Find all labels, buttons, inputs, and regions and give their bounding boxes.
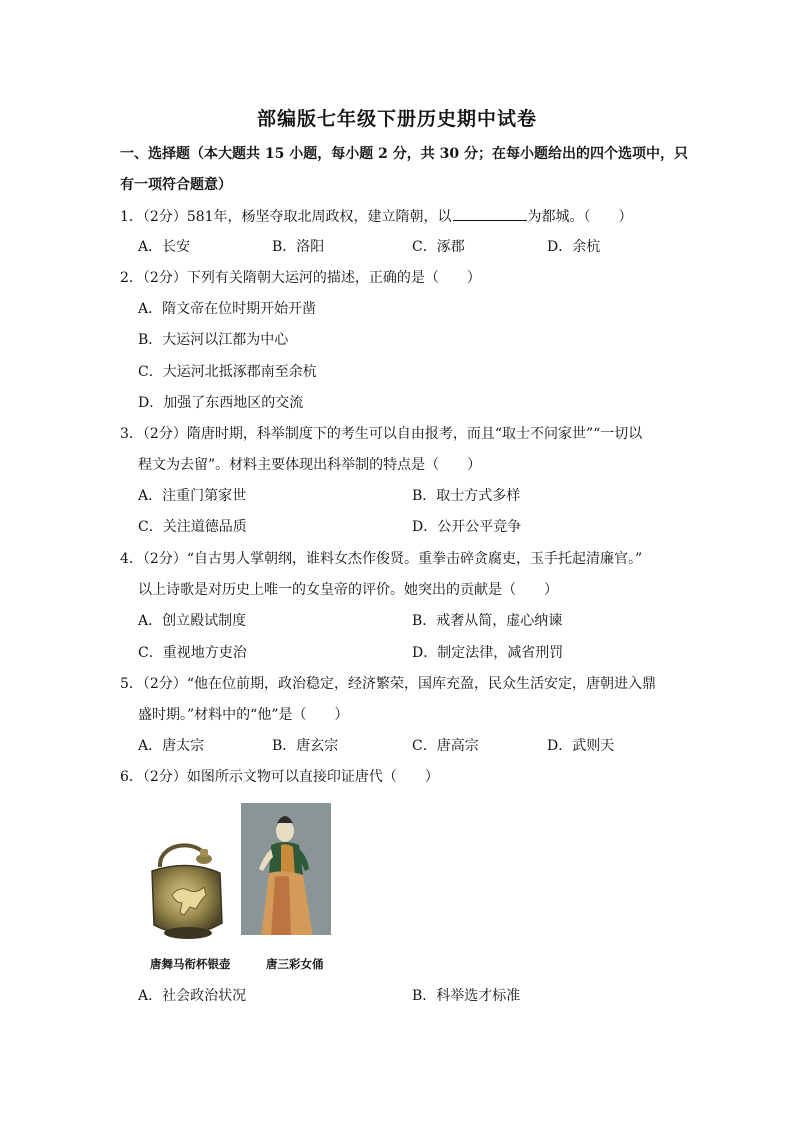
question-4-stem-line2: 以上诗歌是对历史上唯一的女皇帝的评价。她突出的贡献是（ ） [138,582,558,598]
question-6-option-b: B．科举选才标准 [412,988,521,1004]
fill-blank [453,206,527,221]
question-3-stem-line1: 3．（2分）隋唐时期，科举制度下的考生可以自由报考，而且“取士不问家世”“一切以 [120,426,643,442]
question-6-option-a: A．社会政治状况 [138,988,247,1004]
question-1-stem-after: 为都城。（ ） [527,209,633,225]
figure-caption-silver-pot: 唐舞马衔杯银壶 [150,957,231,971]
question-5-option-d: D．武则天 [547,738,615,754]
question-5-option-b: B．唐玄宗 [272,738,339,754]
question-1-option-c: C．涿郡 [412,239,465,255]
figure-caption-figurine: 唐三彩女俑 [266,957,324,971]
question-5-stem-line1: 5．（2分）“他在位前期，政治稳定，经济繁荣，国库充盈，民众生活安定，唐朝进入鼎 [120,676,656,692]
question-2-option-c: C．大运河北抵涿郡南至余杭 [138,364,317,380]
question-4-option-a: A．创立殿试制度 [138,613,247,629]
silver-pot-image [138,833,238,958]
question-3-option-b: B．取士方式多样 [412,488,521,504]
question-2-stem: 2．（2分）下列有关隋朝大运河的描述，正确的是（ ） [120,270,481,286]
section-heading-line2: 有一项符合题意） [120,177,232,193]
section-heading-line1: 一、选择题（本大题共 15 小题，每小题 2 分，共 30 分；在每小题给出的四个选项中，只 [120,146,688,162]
question-1-stem-before: 1．（2分）581年，杨坚夺取北周政权，建立隋朝，以 [120,209,452,225]
question-2-option-d: D．加强了东西地区的交流 [138,395,304,411]
question-2-option-a: A．隋文帝在位时期开始开凿 [138,301,317,317]
question-3-option-d: D．公开公平竞争 [412,519,522,535]
question-5-option-a: A．唐太宗 [138,738,205,754]
question-4-option-b: B．戒奢从简，虚心纳谏 [412,613,563,629]
question-3-stem-line2: 程文为去留”。材料主要体现出科举制的特点是（ ） [138,457,482,473]
question-5-stem-line2: 盛时期。”材料中的“他”是（ ） [138,707,349,723]
question-1-option-a: A．长安 [138,239,191,255]
page-title: 部编版七年级下册历史期中试卷 [256,108,537,130]
question-5-option-c: C．唐高宗 [412,738,479,754]
question-1-stem [120,206,633,227]
question-3-option-c: C．关注道德品质 [138,519,247,535]
tang-sancai-figurine-image [241,803,331,945]
question-4-option-c: C．重视地方吏治 [138,645,247,661]
question-1-option-d: D．余杭 [547,239,601,255]
question-4-option-d: D．制定法律，减省刑罚 [412,645,564,661]
artifact-figures [138,803,338,973]
question-2-option-b: B．大运河以江都为中心 [138,332,289,348]
question-1-option-b: B．洛阳 [272,239,325,255]
question-4-stem-line1: 4．（2分）“自古男人掌朝纲，谁料女杰作俊贤。重拳击碎贪腐吏，玉手托起清廉官。” [120,551,643,567]
question-6-stem: 6．（2分）如图所示文物可以直接印证唐代（ ） [120,769,439,785]
question-3-option-a: A．注重门第家世 [138,488,247,504]
